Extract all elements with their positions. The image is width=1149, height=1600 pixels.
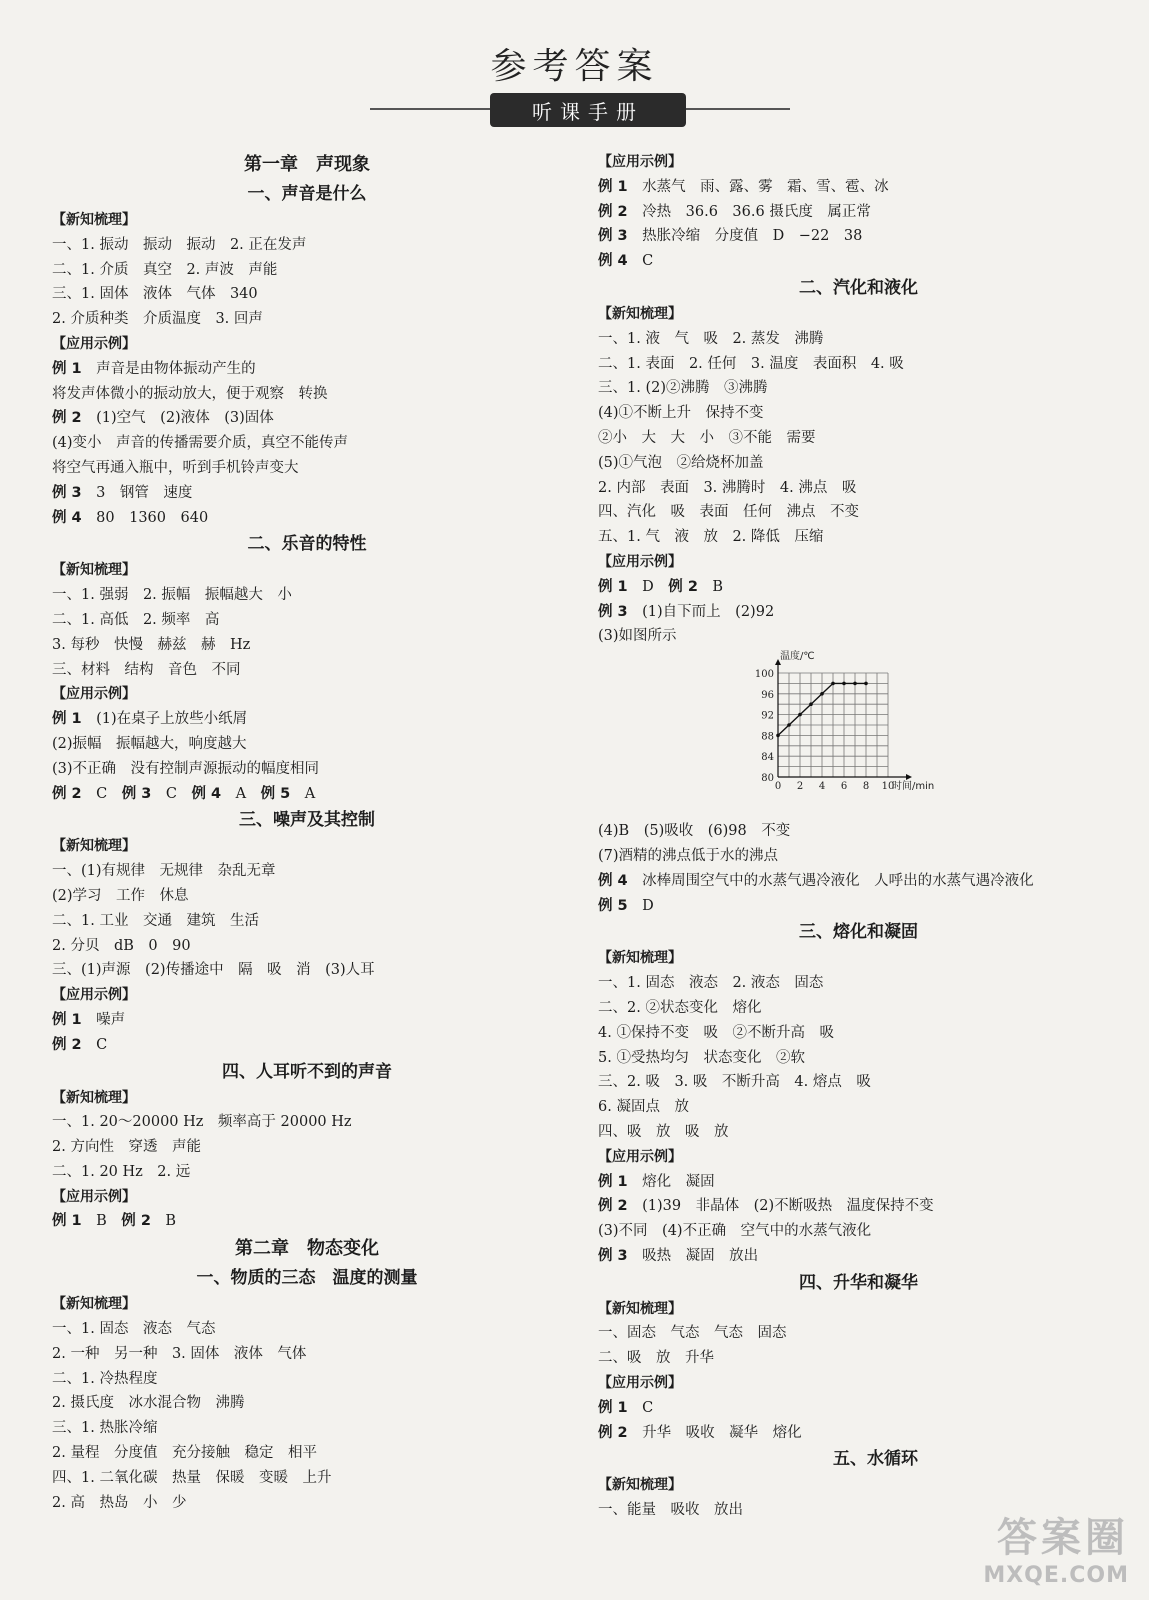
section-tag: 【应用示例】	[52, 1188, 136, 1205]
y-tick-label: 100	[754, 669, 774, 681]
answer-line: (4)变小 声音的传播需要介质，真空不能传声	[52, 435, 349, 452]
answer-line: 一、固态 气态 气态 固态	[598, 1325, 787, 1342]
answer-line: (2)学习 工作 休息	[52, 887, 189, 904]
answer-line: 二、2. ②状态变化 熔化	[598, 999, 762, 1016]
example-label: 例 3	[598, 603, 628, 620]
y-tick-label: 96	[761, 689, 774, 701]
example-label: 例 1	[52, 360, 82, 377]
section-tag: 【新知梳理】	[598, 1300, 682, 1317]
section-tag: 【应用示例】	[52, 987, 136, 1004]
data-point	[864, 682, 868, 686]
section-tag: 【新知梳理】	[598, 1477, 682, 1494]
section-tag: 【新知梳理】	[598, 950, 682, 967]
answer-line: 二、1. 20 Hz 2. 远	[52, 1163, 191, 1180]
example-label: 例 2	[52, 410, 82, 427]
answer-line: 例 1 B 例 2 B	[52, 1213, 177, 1230]
section-heading: 二、汽化和液化	[799, 277, 918, 298]
answer-line: 二、1. 介质 真空 2. 声波 声能	[52, 261, 278, 278]
answer-line: 2. 一种 另一种 3. 固体 液体 气体	[52, 1345, 307, 1362]
answer-line: 例 1 D 例 2 B	[598, 578, 724, 595]
answer-line: (3)不正确 没有控制声源振动的幅度相同	[52, 760, 320, 777]
section-tag: 【应用示例】	[598, 1375, 682, 1392]
example-label: 例 4	[598, 872, 628, 889]
example-label: 例 3	[598, 1247, 628, 1264]
answer-line: 例 1 声音是由物体振动产生的	[52, 360, 256, 377]
answer-line: 二、吸 放 升华	[598, 1350, 714, 1367]
answer-line: 例 2 C 例 3 C 例 4 A 例 5 A	[52, 785, 316, 802]
answer-line: 例 3 吸热 凝固 放出	[598, 1247, 759, 1264]
answer-line: 二、1. 冷热程度	[52, 1370, 158, 1387]
example-label: 例 1	[52, 711, 82, 728]
section-tag: 【应用示例】	[598, 1148, 682, 1165]
answer-line: 四、汽化 吸 表面 任何 沸点 不变	[598, 504, 859, 521]
y-tick-label: 92	[761, 710, 774, 722]
data-point	[787, 723, 791, 727]
answer-line: (4)B (5)吸收 (6)98 不变	[598, 823, 791, 840]
answer-line: 2. 分贝 dB 0 90	[52, 937, 191, 954]
section-tag: 【应用示例】	[598, 154, 682, 170]
answer-line: 三、1. 固体 液体 气体 340	[52, 286, 258, 303]
example-label: 例 4	[191, 785, 222, 802]
example-label: 例 2	[121, 1213, 151, 1230]
x-tick-label: 6	[840, 781, 848, 793]
answer-line: 例 1 噪声	[52, 1011, 126, 1028]
answer-line: 例 4 C	[598, 253, 654, 270]
answer-line: 一、1. 强弱 2. 振幅 振幅越大 小	[52, 587, 292, 604]
data-point	[798, 713, 802, 717]
answer-line: 二、1. 工业 交通 建筑 生活	[52, 912, 259, 929]
answer-line: 一、1. 固态 液态 气态	[52, 1321, 216, 1338]
temperature-chart	[598, 649, 1118, 819]
answer-line: 例 2 升华 吸收 凝华 熔化	[598, 1424, 802, 1441]
example-label: 例 3	[598, 228, 628, 245]
section-tag: 【应用示例】	[598, 553, 682, 570]
example-label: 例 5	[598, 897, 628, 914]
answer-line: ②小 大 大 小 ③不能 需要	[598, 429, 816, 446]
answer-line: 三、(1)声源 (2)传播途中 隔 吸 消 (3)人耳	[52, 962, 375, 979]
answer-line: 将发声体微小的振动放大，便于观察 转换	[52, 385, 328, 402]
answer-line: 例 1 C	[598, 1399, 654, 1416]
x-axis-arrow	[906, 774, 912, 780]
answer-line: 例 2 (1)空气 (2)液体 (3)固体	[52, 410, 274, 427]
data-point	[776, 734, 780, 738]
answer-line: 4. ①保持不变 吸 ②不断升高 吸	[598, 1024, 834, 1041]
x-axis-label: 时间/min	[892, 781, 935, 793]
example-label: 例 4	[598, 253, 628, 270]
answer-line: (4)①不断上升 保持不变	[598, 405, 764, 422]
watermark-url: MXQE.COM	[983, 1563, 1129, 1588]
answer-line: 例 2 (1)39 非晶体 (2)不断吸热 温度保持不变	[598, 1198, 934, 1215]
example-label: 例 2	[52, 1036, 82, 1053]
answer-line: (7)酒精的沸点低于水的沸点	[598, 847, 779, 864]
answer-line: (5)①气泡 ②给烧杯加盖	[598, 454, 764, 471]
example-label: 例 1	[598, 178, 628, 195]
answer-line: (3)如图所示	[598, 628, 677, 645]
example-label: 例 2	[52, 785, 82, 802]
answer-line: 二、1. 表面 2. 任何 3. 温度 表面积 4. 吸	[598, 355, 904, 372]
x-tick-label: 0	[774, 781, 782, 793]
answer-line: 例 4 80 1360 640	[52, 509, 209, 526]
answer-line: 例 1 (1)在桌子上放些小纸屑	[52, 711, 248, 728]
example-label: 例 1	[598, 578, 628, 595]
chapter-heading: 第一章 声现象	[244, 154, 370, 175]
temperature-chart-svg	[738, 649, 978, 819]
section-banner: 听课手册	[490, 93, 686, 127]
data-point	[809, 703, 813, 707]
answer-line: 例 2 冷热 36.6 36.6 摄氏度 属正常	[598, 203, 871, 220]
y-tick-label: 88	[761, 731, 774, 743]
answer-line: 四、吸 放 吸 放	[598, 1123, 729, 1140]
answer-line: 2. 摄氏度 冰水混合物 沸腾	[52, 1395, 245, 1412]
answer-line: 五、1. 气 液 放 2. 降低 压缩	[598, 529, 824, 546]
left-column	[52, 150, 562, 1515]
answer-line: 例 1 水蒸气 雨、露、雾 霜、雪、雹、冰	[598, 178, 889, 195]
answer-line: 例 1 熔化 凝固	[598, 1173, 715, 1190]
answer-line: 例 3 热胀冷缩 分度值 D −22 38	[598, 228, 863, 245]
answer-line: 2. 方向性 穿透 声能	[52, 1139, 201, 1156]
section-tag: 【新知梳理】	[52, 212, 136, 228]
right-column	[598, 150, 1118, 1523]
answer-line: 三、2. 吸 3. 吸 不断升高 4. 熔点 吸	[598, 1074, 871, 1091]
section-tag: 【应用示例】	[52, 335, 136, 352]
section-tag: 【新知梳理】	[52, 1089, 136, 1106]
y-axis-label: 温度/℃	[780, 651, 815, 663]
x-tick-label: 8	[862, 781, 870, 793]
answer-line: 一、能量 吸收 放出	[598, 1502, 743, 1519]
data-point	[820, 692, 824, 696]
section-tag: 【新知梳理】	[598, 305, 682, 322]
section-heading: 二、乐音的特性	[247, 534, 367, 555]
y-tick-label: 80	[761, 773, 774, 785]
answer-line: 一、1. 振动 振动 振动 2. 正在发声	[52, 236, 307, 253]
example-label: 例 4	[52, 509, 82, 526]
answer-line: 一、1. 液 气 吸 2. 蒸发 沸腾	[598, 330, 824, 347]
answer-line: 例 2 C	[52, 1036, 108, 1053]
answer-line: 一、1. 固态 液态 2. 液态 固态	[598, 975, 824, 992]
example-label: 例 1	[598, 1399, 628, 1416]
answer-line: 例 4 冰棒周围空气中的水蒸气遇冷液化 人呼出的水蒸气遇冷液化	[598, 872, 1034, 889]
section-tag: 【新知梳理】	[52, 562, 136, 579]
data-point	[853, 682, 857, 686]
answer-line: 例 5 D	[598, 897, 654, 914]
section-heading: 三、熔化和凝固	[799, 922, 918, 943]
answer-line: 三、材料 结构 音色 不同	[52, 661, 241, 678]
answer-line: 6. 凝固点 放	[598, 1099, 689, 1116]
answer-line: 2. 高 热岛 小 少	[52, 1494, 187, 1511]
answer-line: 一、1. 20～20000 Hz 频率高于 20000 Hz	[52, 1114, 352, 1131]
answer-line: 3. 每秒 快慢 赫兹 赫 Hz	[52, 636, 251, 653]
section-heading: 五、水循环	[833, 1449, 918, 1470]
x-tick-label: 2	[796, 781, 804, 793]
section-heading: 一、物质的三态 温度的测量	[196, 1268, 418, 1289]
answer-line: 5. ①受热均匀 状态变化 ②软	[598, 1049, 805, 1066]
section-heading: 四、人耳听不到的声音	[222, 1061, 392, 1082]
chapter-heading: 第二章 物态变化	[235, 1238, 379, 1260]
answer-line: 三、1. (2)②沸腾 ③沸腾	[598, 380, 768, 397]
section-tag: 【新知梳理】	[52, 838, 136, 855]
answer-line: 一、(1)有规律 无规律 杂乱无章	[52, 863, 276, 880]
section-heading: 四、升华和凝华	[799, 1272, 918, 1293]
answer-line: 例 3 (1)自下而上 (2)92	[598, 603, 775, 620]
answer-line: 四、1. 二氧化碳 热量 保暖 变暖 上升	[52, 1469, 332, 1486]
watermark	[983, 1506, 1129, 1588]
x-tick-label: 4	[818, 781, 826, 793]
example-label: 例 2	[598, 1198, 628, 1215]
answer-line: 二、1. 高低 2. 频率 高	[52, 611, 220, 628]
example-label: 例 5	[260, 785, 291, 802]
section-heading: 三、噪声及其控制	[239, 810, 375, 831]
answer-line: 2. 内部 表面 3. 沸腾时 4. 沸点 吸	[598, 479, 857, 496]
answer-line: 三、1. 热胀冷缩	[52, 1420, 158, 1437]
answer-line: 2. 介质种类 介质温度 3. 回声	[52, 311, 263, 328]
section-tag: 【应用示例】	[52, 686, 136, 703]
section-heading: 一、声音是什么	[247, 184, 367, 204]
example-label: 例 2	[598, 203, 628, 220]
answer-line: (2)振幅 振幅越大，响度越大	[52, 735, 247, 752]
watermark-logo: 答案圈	[997, 1515, 1129, 1561]
data-point	[842, 682, 846, 686]
example-label: 例 1	[598, 1173, 628, 1190]
example-label: 例 2	[598, 1424, 628, 1441]
answer-line: 例 3 3 钢管 速度	[52, 484, 193, 501]
example-label: 例 2	[668, 578, 698, 595]
example-label: 例 3	[52, 484, 82, 501]
answer-line: (3)不同 (4)不正确 空气中的水蒸气液化	[598, 1223, 872, 1240]
answer-line: 2. 量程 分度值 充分接触 稳定 相平	[52, 1445, 317, 1462]
example-label: 例 1	[52, 1011, 82, 1028]
data-point	[831, 682, 835, 686]
y-tick-label: 84	[761, 752, 774, 764]
example-label: 例 1	[52, 1213, 82, 1230]
x-tick-label: 10	[881, 781, 895, 793]
section-tag: 【新知梳理】	[52, 1296, 136, 1313]
example-label: 例 3	[121, 785, 152, 802]
page-title: 参考答案	[490, 46, 659, 87]
answer-line: 将空气再通入瓶中，听到手机铃声变大	[52, 459, 299, 476]
